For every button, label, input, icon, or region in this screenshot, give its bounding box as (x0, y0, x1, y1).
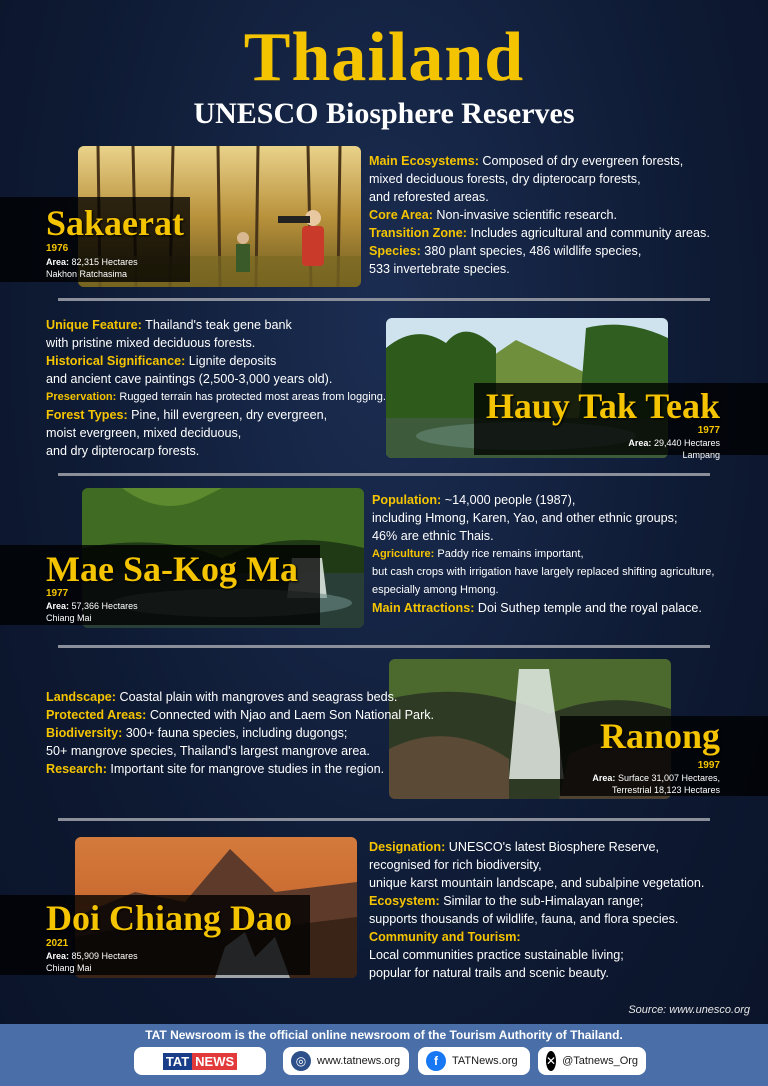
hauy-tak-teak-description (46, 316, 386, 460)
description-line (369, 152, 710, 170)
description-key: Preservation: (46, 391, 117, 403)
description-value: but cash crops with irrigation have largely replaced shifting agriculture, (372, 566, 715, 578)
description-key: Population: (372, 493, 442, 507)
ranong-area: Area: Surface 31,007 Hectares, (592, 773, 720, 783)
hauy-tak-teak-year: 1977 (697, 425, 720, 436)
globe-icon: ◎ (291, 1051, 311, 1071)
description-line (369, 856, 704, 874)
description-key: Main Attractions: (372, 601, 475, 615)
sakaerat-location: Nakhon Ratchasima (46, 269, 128, 279)
description-line (369, 892, 704, 910)
description-line (372, 527, 714, 545)
x-text: @Tatnews_Org (562, 1055, 639, 1067)
description-line (372, 491, 714, 509)
description-value: Pine, hill evergreen, dry evergreen, (127, 408, 328, 422)
description-line (369, 260, 710, 278)
news-logo-text: NEWS (192, 1053, 237, 1070)
description-line (46, 442, 386, 460)
description-key: Forest Types: (46, 408, 128, 422)
mae-sa-kog-ma-location: Chiang Mai (46, 613, 92, 623)
section-divider (58, 298, 710, 301)
description-line (369, 170, 710, 188)
description-line (46, 742, 434, 760)
description-key: Designation: (369, 840, 446, 854)
footer-text: TAT Newsroom is the official online newsroom of the Tourism Authority of Thailand. (145, 1028, 623, 1042)
ranong-location: Terrestrial 18,123 Hectares (611, 785, 720, 795)
description-value: including Hmong, Karen, Yao, and other ethnic groups; (372, 511, 678, 525)
hauy-tak-teak-name: Hauy Tak Teak (485, 386, 720, 426)
description-value: Rugged terrain has protected most areas from logging. (116, 391, 386, 403)
description-value: 50+ mangrove species, Thailand's largest mangrove area. (46, 744, 370, 758)
description-line (46, 688, 434, 706)
hauy-tak-teak-area: Area: 29,440 Hectares (628, 438, 720, 448)
description-value: and ancient cave paintings (2,500-3,000 years old). (46, 372, 333, 386)
sakaerat-year: 1976 (46, 243, 69, 254)
description-line (46, 406, 386, 424)
doi-chiang-dao-location: Chiang Mai (46, 963, 92, 973)
description-line (369, 928, 704, 946)
tat-logo-text: TAT (163, 1053, 192, 1070)
mae-sa-kog-ma-name: Mae Sa-Kog Ma (46, 549, 298, 589)
x-link[interactable] (538, 1047, 646, 1075)
description-value: especially among Hmong. (372, 584, 499, 596)
description-value: ~14,000 people (1987), (441, 493, 576, 507)
description-value: recognised for rich biodiversity, (369, 858, 542, 872)
description-key: Agriculture: (372, 548, 435, 560)
description-key: Unique Feature: (46, 318, 142, 332)
section-divider (58, 645, 710, 648)
description-value: Thailand's teak gene bank (141, 318, 292, 332)
ranong-description (46, 688, 434, 778)
description-line (46, 352, 386, 370)
ranong-name: Ranong (599, 716, 720, 756)
facebook-icon: f (426, 1051, 446, 1071)
description-value: unique karst mountain landscape, and subalpine vegetation. (369, 876, 705, 890)
description-value: Non-invasive scientific research. (432, 208, 618, 222)
description-value: Connected with Njao and Laem Son National Park. (146, 708, 435, 722)
description-line (372, 581, 714, 599)
description-line (46, 724, 434, 742)
description-line (369, 910, 704, 928)
description-value: Coastal plain with mangroves and seagrass beds. (116, 690, 398, 704)
sakaerat-name: Sakaerat (46, 203, 184, 243)
description-key: Community and Tourism: (369, 930, 521, 944)
ranong-year: 1997 (697, 760, 720, 771)
mae-sa-kog-ma-year: 1977 (46, 588, 69, 599)
description-line (46, 388, 386, 406)
tat-news-logo[interactable] (134, 1047, 266, 1075)
doi-chiang-dao-description (369, 838, 704, 982)
doi-chiang-dao-year: 2021 (46, 938, 69, 949)
description-line (369, 946, 704, 964)
description-value: mixed deciduous forests, dry dipterocarp forests, (369, 172, 641, 186)
source-credit: Source: www.unesco.org (628, 1004, 750, 1016)
description-line (369, 838, 704, 856)
description-line (372, 545, 714, 563)
facebook-text: TATNews.org (452, 1055, 518, 1067)
description-key: Research: (46, 762, 107, 776)
mae-sa-kog-ma-area: Area: 57,366 Hectares (46, 601, 138, 611)
description-line (372, 509, 714, 527)
facebook-link[interactable] (418, 1047, 530, 1075)
doi-chiang-dao-area: Area: 85,909 Hectares (46, 951, 138, 961)
description-value: Doi Suthep temple and the royal palace. (474, 601, 702, 615)
description-line (372, 599, 714, 617)
description-value: moist evergreen, mixed deciduous, (46, 426, 242, 440)
sakaerat-description (369, 152, 710, 278)
sakaerat-area: Area: 82,315 Hectares (46, 257, 138, 267)
description-key: Core Area: (369, 208, 433, 222)
page-subtitle: UNESCO Biosphere Reserves (193, 97, 575, 130)
description-value: 380 plant species, 486 wildlife species, (420, 244, 642, 258)
description-line (46, 370, 386, 388)
description-line (369, 224, 710, 242)
website-link[interactable] (283, 1047, 409, 1075)
x-icon: ✕ (546, 1051, 556, 1071)
description-line (369, 206, 710, 224)
description-key: Historical Significance: (46, 354, 186, 368)
description-value: UNESCO's latest Biosphere Reserve, (445, 840, 660, 854)
description-line (46, 706, 434, 724)
hauy-tak-teak-location: Lampang (682, 450, 720, 460)
description-value: 46% are ethnic Thais. (372, 529, 494, 543)
description-line (372, 563, 714, 581)
description-value: Includes agricultural and community areas. (466, 226, 710, 240)
description-key: Biodiversity: (46, 726, 123, 740)
description-line (369, 874, 704, 892)
description-value: and reforested areas. (369, 190, 489, 204)
mae-sa-kog-ma-description (372, 491, 714, 617)
page-title: Thailand (243, 19, 525, 96)
description-value: Local communities practice sustainable living; (369, 948, 624, 962)
description-key: Main Ecosystems: (369, 154, 479, 168)
description-key: Landscape: (46, 690, 116, 704)
description-line (46, 316, 386, 334)
description-value: 300+ fauna species, including dugongs; (122, 726, 348, 740)
description-line (46, 424, 386, 442)
description-line (369, 964, 704, 982)
description-line (46, 760, 434, 778)
section-divider (58, 473, 710, 476)
description-line (369, 188, 710, 206)
description-key: Protected Areas: (46, 708, 147, 722)
footer (0, 1024, 768, 1086)
description-value: with pristine mixed deciduous forests. (46, 336, 256, 350)
description-line (369, 242, 710, 260)
description-value: supports thousands of wildlife, fauna, and flora species. (369, 912, 679, 926)
description-line (46, 334, 386, 352)
description-value: Composed of dry evergreen forests, (478, 154, 684, 168)
website-text: www.tatnews.org (317, 1055, 401, 1067)
description-value: Important site for mangrove studies in the region. (106, 762, 385, 776)
description-value: Paddy rice remains important, (434, 548, 584, 560)
description-value: popular for natural trails and scenic beauty. (369, 966, 609, 980)
description-value: and dry dipterocarp forests. (46, 444, 200, 458)
description-value: Lignite deposits (185, 354, 277, 368)
description-key: Ecosystem: (369, 894, 440, 908)
doi-chiang-dao-name: Doi Chiang Dao (46, 898, 293, 938)
description-key: Transition Zone: (369, 226, 467, 240)
description-value: 533 invertebrate species. (369, 262, 510, 276)
description-key: Species: (369, 244, 421, 258)
section-divider (58, 818, 710, 821)
description-value: Similar to the sub-Himalayan range; (439, 894, 644, 908)
